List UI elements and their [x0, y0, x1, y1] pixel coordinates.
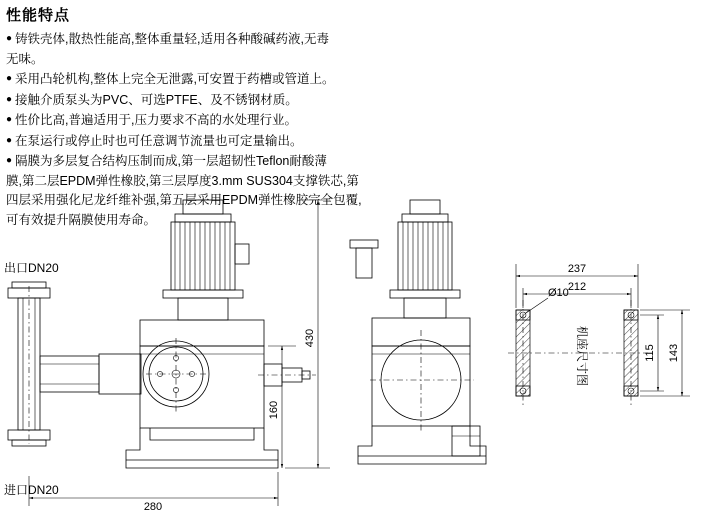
dimension-280-text: 280 — [143, 501, 163, 513]
bullet-icon: ● — [6, 93, 13, 105]
bullet-icon: ● — [6, 33, 13, 44]
base-plate-view — [508, 263, 690, 406]
feature-item-6-cont4: 可有效提升隔膜使用寿命。 — [6, 212, 157, 227]
feature-item-6-cont2: 膜,第二层EPDM弹性橡胶,第三层厚度3.mm SUS304支撑铁芯,第 — [6, 173, 359, 188]
feature-item-5 — [6, 131, 706, 152]
dimension-hole-diameter-text: Ø10 — [548, 287, 569, 299]
outlet-label: 出口DN20 — [4, 261, 59, 275]
bullet-icon: ● — [6, 155, 13, 166]
feature-item-2 — [6, 69, 706, 90]
bullet-icon: ● — [6, 134, 13, 146]
dimension-212-text: 212 — [567, 281, 587, 293]
feature-item-1 — [6, 29, 706, 50]
side-view — [350, 200, 486, 464]
feature-item-6-cont3: 四层采用强化尼龙纤维补强,第五层采用EPDM弹性橡胶完全包覆, — [6, 193, 362, 207]
feature-item-5-text: 在泵运行或停止时也可任意调节流量也可定量输出。 — [15, 133, 303, 148]
inlet-label: 进口DN20 — [4, 483, 59, 497]
dimension-115 — [640, 315, 664, 391]
dimension-237-text: 237 — [567, 263, 587, 275]
feature-item-2-text: 采用凸轮机构,整体上完全无泄露,可安置于药槽或管道上。 — [15, 72, 335, 86]
feature-item-3-text: 接触介质泵头为PVC、可选PTFE、及不锈钢材质。 — [15, 92, 298, 107]
dimension-143-text: 143 — [668, 343, 680, 363]
feature-item-6-text: 隔膜为多层复合结构压制而成,第一层超韧性Teflon耐酸薄 — [15, 154, 327, 168]
dimension-430 — [285, 200, 330, 468]
technical-drawing — [0, 188, 714, 532]
feature-item-4-text: 性价比高,普遍适用于,压力要求不高的水处理行业。 — [15, 113, 297, 127]
dimension-160-text: 160 — [268, 400, 280, 420]
feature-item-3 — [6, 90, 706, 111]
page-title: 性能特点 — [6, 7, 71, 24]
base-plate-label: 机座尺寸图 — [575, 325, 589, 387]
bullet-icon: ● — [6, 73, 13, 84]
feature-item-6 — [6, 151, 706, 172]
dimension-115-text: 115 — [644, 344, 656, 362]
feature-item-4 — [6, 110, 706, 131]
front-view — [4, 200, 330, 513]
bullet-icon: ● — [6, 114, 13, 125]
dimension-430-text: 430 — [304, 328, 316, 348]
feature-item-1-cont: 无味。 — [6, 51, 44, 66]
feature-item-1-text: 铸铁壳体,散热性能高,整体重量轻,适用各种酸碱药液,无毒 — [15, 32, 329, 46]
dimension-280 — [29, 472, 278, 513]
